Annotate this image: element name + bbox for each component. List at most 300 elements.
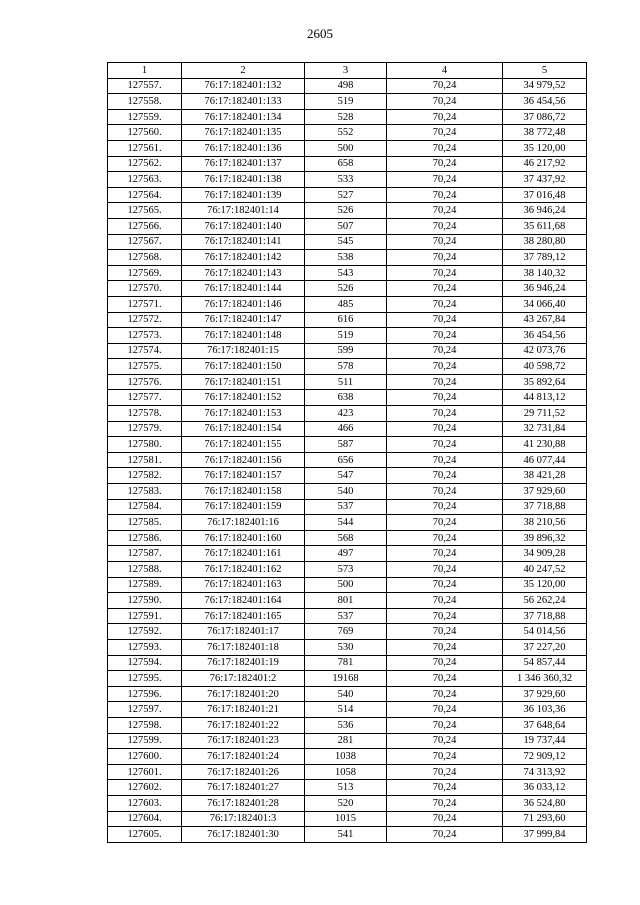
row-number-cell: 127567. — [108, 234, 182, 250]
row-number-cell: 127591. — [108, 608, 182, 624]
table-row — [108, 359, 587, 375]
amount-cell: 37 718,88 — [503, 608, 587, 624]
cadastral-number-cell: 76:17:182401:139 — [182, 187, 305, 203]
area-cell: 781 — [305, 655, 387, 671]
area-cell: 638 — [305, 390, 387, 406]
cadastral-number-cell: 76:17:182401:165 — [182, 608, 305, 624]
area-cell: 769 — [305, 624, 387, 640]
rate-cell: 70,24 — [387, 624, 503, 640]
cadastral-number-cell: 76:17:182401:15 — [182, 343, 305, 359]
amount-cell: 37 929,60 — [503, 484, 587, 500]
rate-cell: 70,24 — [387, 608, 503, 624]
rate-cell: 70,24 — [387, 452, 503, 468]
amount-cell: 35 120,00 — [503, 140, 587, 156]
row-number-cell: 127596. — [108, 686, 182, 702]
amount-cell: 74 313,92 — [503, 764, 587, 780]
row-number-cell: 127586. — [108, 530, 182, 546]
table-row — [108, 172, 587, 188]
cadastral-number-cell: 76:17:182401:21 — [182, 702, 305, 718]
cadastral-number-cell: 76:17:182401:24 — [182, 749, 305, 765]
table-row — [108, 140, 587, 156]
table-row — [108, 406, 587, 422]
area-cell: 543 — [305, 265, 387, 281]
cadastral-number-cell: 76:17:182401:158 — [182, 484, 305, 500]
area-cell: 500 — [305, 140, 387, 156]
area-cell: 507 — [305, 218, 387, 234]
rate-cell: 70,24 — [387, 421, 503, 437]
column-header-2: 2 — [182, 63, 305, 79]
area-cell: 538 — [305, 250, 387, 266]
amount-cell: 1 346 360,32 — [503, 671, 587, 687]
amount-cell: 34 066,40 — [503, 296, 587, 312]
amount-cell: 37 227,20 — [503, 639, 587, 655]
row-number-cell: 127603. — [108, 795, 182, 811]
rate-cell: 70,24 — [387, 562, 503, 578]
area-cell: 540 — [305, 484, 387, 500]
column-header-5: 5 — [503, 63, 587, 79]
area-cell: 1015 — [305, 811, 387, 827]
row-number-cell: 127568. — [108, 250, 182, 266]
table-row — [108, 452, 587, 468]
rate-cell: 70,24 — [387, 671, 503, 687]
table-row — [108, 187, 587, 203]
row-number-cell: 127573. — [108, 328, 182, 344]
amount-cell: 54 857,44 — [503, 655, 587, 671]
amount-cell: 35 611,68 — [503, 218, 587, 234]
amount-cell: 38 280,80 — [503, 234, 587, 250]
area-cell: 513 — [305, 780, 387, 796]
row-number-cell: 127560. — [108, 125, 182, 141]
table-header-row — [108, 63, 587, 79]
rate-cell: 70,24 — [387, 296, 503, 312]
amount-cell: 38 772,48 — [503, 125, 587, 141]
area-cell: 573 — [305, 562, 387, 578]
rate-cell: 70,24 — [387, 515, 503, 531]
area-cell: 658 — [305, 156, 387, 172]
area-cell: 1038 — [305, 749, 387, 765]
row-number-cell: 127570. — [108, 281, 182, 297]
amount-cell: 71 293,60 — [503, 811, 587, 827]
table-row — [108, 499, 587, 515]
table-row — [108, 515, 587, 531]
area-cell: 527 — [305, 187, 387, 203]
cadastral-number-cell: 76:17:182401:141 — [182, 234, 305, 250]
table-row — [108, 328, 587, 344]
rate-cell: 70,24 — [387, 390, 503, 406]
row-number-cell: 127576. — [108, 374, 182, 390]
row-number-cell: 127574. — [108, 343, 182, 359]
rate-cell: 70,24 — [387, 484, 503, 500]
row-number-cell: 127598. — [108, 717, 182, 733]
rate-cell: 70,24 — [387, 94, 503, 110]
area-cell: 281 — [305, 733, 387, 749]
amount-cell: 36 946,24 — [503, 281, 587, 297]
amount-cell: 46 217,92 — [503, 156, 587, 172]
rate-cell: 70,24 — [387, 437, 503, 453]
rate-cell: 70,24 — [387, 250, 503, 266]
row-number-cell: 127581. — [108, 452, 182, 468]
area-cell: 540 — [305, 686, 387, 702]
rate-cell: 70,24 — [387, 593, 503, 609]
row-number-cell: 127561. — [108, 140, 182, 156]
row-number-cell: 127599. — [108, 733, 182, 749]
cadastral-number-cell: 76:17:182401:148 — [182, 328, 305, 344]
rate-cell: 70,24 — [387, 328, 503, 344]
table-row — [108, 780, 587, 796]
area-cell: 526 — [305, 281, 387, 297]
amount-cell: 41 230,88 — [503, 437, 587, 453]
cadastral-number-cell: 76:17:182401:136 — [182, 140, 305, 156]
cadastral-number-cell: 76:17:182401:147 — [182, 312, 305, 328]
row-number-cell: 127585. — [108, 515, 182, 531]
table-row — [108, 296, 587, 312]
table-row — [108, 733, 587, 749]
table-row — [108, 546, 587, 562]
amount-cell: 35 892,64 — [503, 374, 587, 390]
amount-cell: 34 909,28 — [503, 546, 587, 562]
row-number-cell: 127569. — [108, 265, 182, 281]
area-cell: 511 — [305, 374, 387, 390]
rate-cell: 70,24 — [387, 406, 503, 422]
table-row — [108, 203, 587, 219]
area-cell: 578 — [305, 359, 387, 375]
table-row — [108, 639, 587, 655]
cadastral-number-cell: 76:17:182401:2 — [182, 671, 305, 687]
rate-cell: 70,24 — [387, 764, 503, 780]
area-cell: 514 — [305, 702, 387, 718]
row-number-cell: 127590. — [108, 593, 182, 609]
area-cell: 552 — [305, 125, 387, 141]
amount-cell: 40 247,52 — [503, 562, 587, 578]
area-cell: 541 — [305, 827, 387, 843]
table-row — [108, 281, 587, 297]
table-row — [108, 421, 587, 437]
cadastral-number-cell: 76:17:182401:26 — [182, 764, 305, 780]
area-cell: 568 — [305, 530, 387, 546]
row-number-cell: 127571. — [108, 296, 182, 312]
amount-cell: 38 140,32 — [503, 265, 587, 281]
row-number-cell: 127584. — [108, 499, 182, 515]
cadastral-number-cell: 76:17:182401:146 — [182, 296, 305, 312]
page-number: 2605 — [307, 26, 333, 41]
row-number-cell: 127600. — [108, 749, 182, 765]
cadastral-number-cell: 76:17:182401:162 — [182, 562, 305, 578]
table-row — [108, 671, 587, 687]
area-cell: 520 — [305, 795, 387, 811]
table-row — [108, 717, 587, 733]
rate-cell: 70,24 — [387, 795, 503, 811]
table-row — [108, 827, 587, 843]
cadastral-number-cell: 76:17:182401:23 — [182, 733, 305, 749]
rate-cell: 70,24 — [387, 499, 503, 515]
row-number-cell: 127559. — [108, 109, 182, 125]
cadastral-number-cell: 76:17:182401:137 — [182, 156, 305, 172]
amount-cell: 37 718,88 — [503, 499, 587, 515]
rate-cell: 70,24 — [387, 733, 503, 749]
cadastral-number-cell: 76:17:182401:134 — [182, 109, 305, 125]
cadastral-number-cell: 76:17:182401:155 — [182, 437, 305, 453]
cadastral-number-cell: 76:17:182401:144 — [182, 281, 305, 297]
amount-cell: 36 033,12 — [503, 780, 587, 796]
cadastral-number-cell: 76:17:182401:150 — [182, 359, 305, 375]
amount-cell: 32 731,84 — [503, 421, 587, 437]
amount-cell: 72 909,12 — [503, 749, 587, 765]
row-number-cell: 127572. — [108, 312, 182, 328]
table-row — [108, 795, 587, 811]
cadastral-number-cell: 76:17:182401:163 — [182, 577, 305, 593]
table-row — [108, 125, 587, 141]
rate-cell: 70,24 — [387, 281, 503, 297]
rate-cell: 70,24 — [387, 203, 503, 219]
cadastral-number-cell: 76:17:182401:140 — [182, 218, 305, 234]
rate-cell: 70,24 — [387, 577, 503, 593]
amount-cell: 37 016,48 — [503, 187, 587, 203]
amount-cell: 54 014,56 — [503, 624, 587, 640]
table-row — [108, 94, 587, 110]
cadastral-number-cell: 76:17:182401:135 — [182, 125, 305, 141]
rate-cell: 70,24 — [387, 546, 503, 562]
amount-cell: 37 437,92 — [503, 172, 587, 188]
table-row — [108, 468, 587, 484]
column-header-3: 3 — [305, 63, 387, 79]
row-number-cell: 127597. — [108, 702, 182, 718]
amount-cell: 38 421,28 — [503, 468, 587, 484]
row-number-cell: 127564. — [108, 187, 182, 203]
amount-cell: 37 789,12 — [503, 250, 587, 266]
cadastral-number-cell: 76:17:182401:17 — [182, 624, 305, 640]
row-number-cell: 127601. — [108, 764, 182, 780]
rate-cell: 70,24 — [387, 359, 503, 375]
table-row — [108, 702, 587, 718]
rate-cell: 70,24 — [387, 343, 503, 359]
table-row — [108, 390, 587, 406]
amount-cell: 44 813,12 — [503, 390, 587, 406]
table-row — [108, 655, 587, 671]
rate-cell: 70,24 — [387, 530, 503, 546]
table-row — [108, 218, 587, 234]
cadastral-number-cell: 76:17:182401:151 — [182, 374, 305, 390]
area-cell: 519 — [305, 328, 387, 344]
table-row — [108, 624, 587, 640]
cadastral-number-cell: 76:17:182401:161 — [182, 546, 305, 562]
amount-cell: 56 262,24 — [503, 593, 587, 609]
row-number-cell: 127594. — [108, 655, 182, 671]
table-row — [108, 265, 587, 281]
rate-cell: 70,24 — [387, 702, 503, 718]
amount-cell: 34 979,52 — [503, 78, 587, 94]
row-number-cell: 127558. — [108, 94, 182, 110]
rate-cell: 70,24 — [387, 140, 503, 156]
area-cell: 656 — [305, 452, 387, 468]
cadastral-number-cell: 76:17:182401:154 — [182, 421, 305, 437]
row-number-cell: 127566. — [108, 218, 182, 234]
cadastral-number-cell: 76:17:182401:14 — [182, 203, 305, 219]
amount-cell: 43 267,84 — [503, 312, 587, 328]
row-number-cell: 127578. — [108, 406, 182, 422]
area-cell: 466 — [305, 421, 387, 437]
area-cell: 599 — [305, 343, 387, 359]
amount-cell: 36 454,56 — [503, 328, 587, 344]
area-cell: 497 — [305, 546, 387, 562]
row-number-cell: 127595. — [108, 671, 182, 687]
area-cell: 498 — [305, 78, 387, 94]
amount-cell: 36 103,36 — [503, 702, 587, 718]
area-cell: 526 — [305, 203, 387, 219]
amount-cell: 37 086,72 — [503, 109, 587, 125]
row-number-cell: 127593. — [108, 639, 182, 655]
rate-cell: 70,24 — [387, 686, 503, 702]
row-number-cell: 127580. — [108, 437, 182, 453]
area-cell: 536 — [305, 717, 387, 733]
area-cell: 801 — [305, 593, 387, 609]
table-row — [108, 234, 587, 250]
row-number-cell: 127604. — [108, 811, 182, 827]
rate-cell: 70,24 — [387, 312, 503, 328]
rate-cell: 70,24 — [387, 78, 503, 94]
area-cell: 19168 — [305, 671, 387, 687]
table-row — [108, 109, 587, 125]
table-row — [108, 764, 587, 780]
cadastral-number-cell: 76:17:182401:164 — [182, 593, 305, 609]
table-row — [108, 593, 587, 609]
row-number-cell: 127602. — [108, 780, 182, 796]
rate-cell: 70,24 — [387, 811, 503, 827]
table-row — [108, 250, 587, 266]
table-row — [108, 484, 587, 500]
area-cell: 1058 — [305, 764, 387, 780]
cadastral-number-cell: 76:17:182401:27 — [182, 780, 305, 796]
rate-cell: 70,24 — [387, 827, 503, 843]
table-row — [108, 437, 587, 453]
cadastral-number-cell: 76:17:182401:156 — [182, 452, 305, 468]
amount-cell: 38 210,56 — [503, 515, 587, 531]
rate-cell: 70,24 — [387, 780, 503, 796]
row-number-cell: 127592. — [108, 624, 182, 640]
rate-cell: 70,24 — [387, 374, 503, 390]
cadastral-number-cell: 76:17:182401:20 — [182, 686, 305, 702]
amount-cell: 36 524,80 — [503, 795, 587, 811]
row-number-cell: 127583. — [108, 484, 182, 500]
table-row — [108, 156, 587, 172]
table-row — [108, 78, 587, 94]
amount-cell: 36 946,24 — [503, 203, 587, 219]
rate-cell: 70,24 — [387, 172, 503, 188]
cadastral-number-cell: 76:17:182401:18 — [182, 639, 305, 655]
cadastral-number-cell: 76:17:182401:159 — [182, 499, 305, 515]
amount-cell: 46 077,44 — [503, 452, 587, 468]
table-row — [108, 686, 587, 702]
table-row — [108, 343, 587, 359]
table-row — [108, 374, 587, 390]
cadastral-number-cell: 76:17:182401:160 — [182, 530, 305, 546]
data-table — [107, 62, 587, 843]
row-number-cell: 127605. — [108, 827, 182, 843]
amount-cell: 42 073,76 — [503, 343, 587, 359]
rate-cell: 70,24 — [387, 639, 503, 655]
cadastral-number-cell: 76:17:182401:19 — [182, 655, 305, 671]
cadastral-number-cell: 76:17:182401:132 — [182, 78, 305, 94]
row-number-cell: 127577. — [108, 390, 182, 406]
area-cell: 537 — [305, 608, 387, 624]
area-cell: 533 — [305, 172, 387, 188]
cadastral-number-cell: 76:17:182401:143 — [182, 265, 305, 281]
table-row — [108, 577, 587, 593]
rate-cell: 70,24 — [387, 125, 503, 141]
amount-cell: 37 999,84 — [503, 827, 587, 843]
row-number-cell: 127557. — [108, 78, 182, 94]
amount-cell: 37 929,60 — [503, 686, 587, 702]
table-row — [108, 312, 587, 328]
table-row — [108, 562, 587, 578]
row-number-cell: 127588. — [108, 562, 182, 578]
rate-cell: 70,24 — [387, 265, 503, 281]
rate-cell: 70,24 — [387, 468, 503, 484]
area-cell: 544 — [305, 515, 387, 531]
row-number-cell: 127562. — [108, 156, 182, 172]
cadastral-number-cell: 76:17:182401:142 — [182, 250, 305, 266]
amount-cell: 35 120,00 — [503, 577, 587, 593]
area-cell: 519 — [305, 94, 387, 110]
cadastral-number-cell: 76:17:182401:138 — [182, 172, 305, 188]
cadastral-number-cell: 76:17:182401:3 — [182, 811, 305, 827]
amount-cell: 29 711,52 — [503, 406, 587, 422]
amount-cell: 36 454,56 — [503, 94, 587, 110]
cadastral-number-cell: 76:17:182401:133 — [182, 94, 305, 110]
table-row — [108, 608, 587, 624]
area-cell: 587 — [305, 437, 387, 453]
row-number-cell: 127589. — [108, 577, 182, 593]
row-number-cell: 127582. — [108, 468, 182, 484]
cadastral-number-cell: 76:17:182401:16 — [182, 515, 305, 531]
amount-cell: 37 648,64 — [503, 717, 587, 733]
area-cell: 528 — [305, 109, 387, 125]
cadastral-number-cell: 76:17:182401:30 — [182, 827, 305, 843]
rate-cell: 70,24 — [387, 218, 503, 234]
area-cell: 616 — [305, 312, 387, 328]
table-row — [108, 811, 587, 827]
rate-cell: 70,24 — [387, 187, 503, 203]
rate-cell: 70,24 — [387, 234, 503, 250]
area-cell: 545 — [305, 234, 387, 250]
column-header-1: 1 — [108, 63, 182, 79]
amount-cell: 19 737,44 — [503, 733, 587, 749]
cadastral-number-cell: 76:17:182401:153 — [182, 406, 305, 422]
area-cell: 485 — [305, 296, 387, 312]
row-number-cell: 127587. — [108, 546, 182, 562]
column-header-4: 4 — [387, 63, 503, 79]
area-cell: 500 — [305, 577, 387, 593]
area-cell: 537 — [305, 499, 387, 515]
rate-cell: 70,24 — [387, 655, 503, 671]
row-number-cell: 127563. — [108, 172, 182, 188]
area-cell: 530 — [305, 639, 387, 655]
rate-cell: 70,24 — [387, 749, 503, 765]
amount-cell: 40 598,72 — [503, 359, 587, 375]
rate-cell: 70,24 — [387, 109, 503, 125]
cadastral-number-cell: 76:17:182401:157 — [182, 468, 305, 484]
rate-cell: 70,24 — [387, 717, 503, 733]
row-number-cell: 127579. — [108, 421, 182, 437]
row-number-cell: 127575. — [108, 359, 182, 375]
cadastral-number-cell: 76:17:182401:22 — [182, 717, 305, 733]
table-row — [108, 749, 587, 765]
row-number-cell: 127565. — [108, 203, 182, 219]
table-row — [108, 530, 587, 546]
amount-cell: 39 896,32 — [503, 530, 587, 546]
rate-cell: 70,24 — [387, 156, 503, 172]
table-body — [108, 78, 587, 842]
area-cell: 547 — [305, 468, 387, 484]
